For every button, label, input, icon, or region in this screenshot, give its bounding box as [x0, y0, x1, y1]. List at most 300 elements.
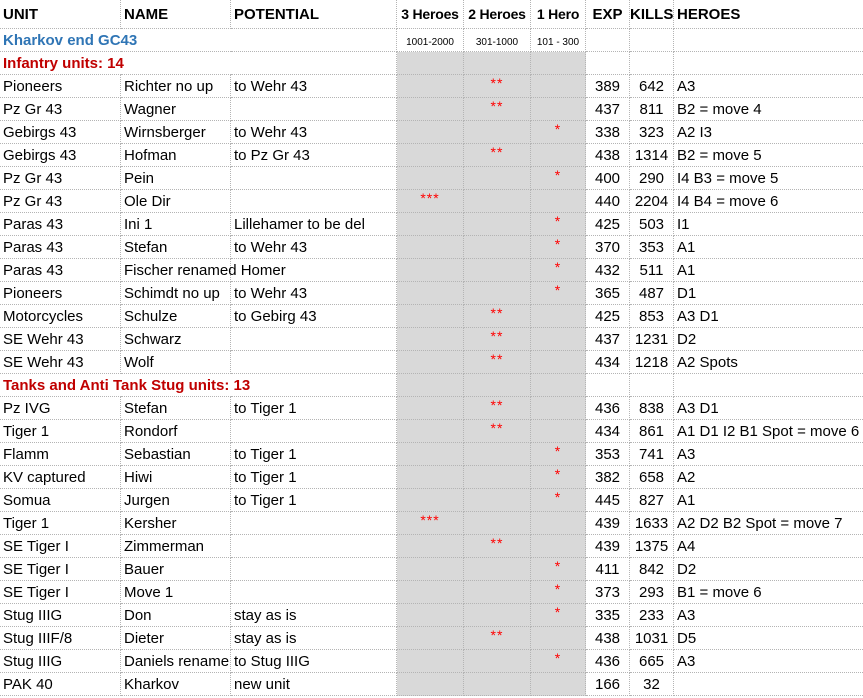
unit-cell[interactable]: Stug IIIG: [0, 650, 121, 673]
header-exp[interactable]: EXP: [586, 0, 630, 29]
cell-empty[interactable]: [674, 374, 863, 397]
unit-cell[interactable]: KV captured: [0, 466, 121, 489]
one-hero-cell[interactable]: [531, 75, 586, 98]
unit-cell[interactable]: Gebirgs 43: [0, 144, 121, 167]
unit-cell[interactable]: Paras 43: [0, 259, 121, 282]
range-1-hero-text: 101 - 300: [536, 37, 580, 48]
heroes-cell[interactable]: A2: [674, 466, 863, 489]
unit-cell[interactable]: Stug IIIF/8: [0, 627, 121, 650]
potential-cell[interactable]: [231, 167, 397, 190]
hero-stars: *: [554, 604, 562, 620]
one-hero-cell[interactable]: [531, 512, 586, 535]
section-label-cell[interactable]: [0, 52, 124, 75]
one-hero-cell[interactable]: [531, 581, 586, 604]
table-row: [0, 75, 863, 98]
kills-cell[interactable]: 1633: [630, 512, 674, 535]
kills-cell[interactable]: 811: [630, 98, 674, 121]
kills-cell[interactable]: 487: [630, 282, 674, 305]
table-row: [0, 535, 863, 558]
three-heroes-cell[interactable]: [397, 397, 464, 420]
table-row: [0, 167, 863, 190]
exp-cell[interactable]: 365: [586, 282, 630, 305]
header-2-heroes[interactable]: 2 Heroes: [464, 0, 531, 29]
two-heroes-cell[interactable]: [464, 213, 531, 236]
kills-cell[interactable]: 290: [630, 167, 674, 190]
heroes-cell[interactable]: A1: [674, 489, 863, 512]
potential-cell[interactable]: to Tiger 1: [231, 489, 397, 512]
cell-empty[interactable]: [121, 374, 231, 397]
hero-stars: **: [490, 535, 504, 551]
exp-cell[interactable]: 437: [586, 328, 630, 351]
exp-cell[interactable]: 434: [586, 420, 630, 443]
two-heroes-cell[interactable]: [464, 121, 531, 144]
potential-cell[interactable]: [231, 98, 397, 121]
one-hero-cell[interactable]: [531, 351, 586, 374]
sheet-title-cell[interactable]: [0, 29, 138, 52]
name-cell[interactable]: Sebastian: [121, 443, 231, 466]
heroes-cell[interactable]: I4 B3 = move 5: [674, 167, 863, 190]
one-hero-cell[interactable]: [531, 121, 586, 144]
unit-cell[interactable]: SE Tiger I: [0, 535, 121, 558]
unit-cell[interactable]: SE Tiger I: [0, 558, 121, 581]
hero-stars: *: [554, 167, 562, 183]
unit-cell[interactable]: Pioneers: [0, 75, 121, 98]
unit-cell[interactable]: SE Wehr 43: [0, 351, 121, 374]
three-heroes-cell[interactable]: [397, 489, 464, 512]
three-heroes-cell[interactable]: [397, 466, 464, 489]
heroes-cell[interactable]: A3 D1: [674, 397, 863, 420]
unit-cell[interactable]: Pz Gr 43: [0, 167, 121, 190]
table-row: [0, 466, 863, 489]
kills-cell[interactable]: 665: [630, 650, 674, 673]
exp-cell[interactable]: 438: [586, 144, 630, 167]
name-cell[interactable]: Zimmerman: [121, 535, 231, 558]
one-hero-cell[interactable]: [531, 190, 586, 213]
cell-empty[interactable]: [231, 52, 397, 75]
exp-cell[interactable]: 438: [586, 627, 630, 650]
name-cell[interactable]: Hiwi: [121, 466, 231, 489]
name-cell[interactable]: Move 1: [121, 581, 231, 604]
three-heroes-cell[interactable]: [397, 98, 464, 121]
unit-cell[interactable]: Pz Gr 43: [0, 98, 121, 121]
section-label-cell[interactable]: [0, 374, 251, 397]
unit-cell[interactable]: SE Wehr 43: [0, 328, 121, 351]
exp-cell[interactable]: 335: [586, 604, 630, 627]
potential-cell[interactable]: stay as is: [231, 604, 397, 627]
three-heroes-cell[interactable]: [397, 512, 464, 535]
two-heroes-cell[interactable]: [464, 604, 531, 627]
three-heroes-cell[interactable]: [397, 558, 464, 581]
three-heroes-cell[interactable]: [397, 581, 464, 604]
kills-cell[interactable]: 1314: [630, 144, 674, 167]
unit-cell[interactable]: Gebirgs 43: [0, 121, 121, 144]
header-potential[interactable]: POTENTIAL: [231, 0, 397, 29]
three-heroes-cell[interactable]: [397, 443, 464, 466]
kills-cell[interactable]: 233: [630, 604, 674, 627]
three-heroes-cell[interactable]: [397, 282, 464, 305]
one-hero-cell[interactable]: [531, 466, 586, 489]
potential-cell[interactable]: [231, 420, 397, 443]
potential-cell[interactable]: to Wehr 43: [231, 121, 397, 144]
name-cell[interactable]: Kharkov: [121, 673, 231, 696]
potential-cell[interactable]: to Stug IIIG: [231, 650, 397, 673]
two-heroes-cell[interactable]: [464, 75, 531, 98]
three-heroes-cell[interactable]: [397, 190, 464, 213]
one-hero-cell[interactable]: [531, 489, 586, 512]
cell-empty[interactable]: [586, 29, 630, 52]
two-heroes-cell[interactable]: [464, 420, 531, 443]
header-heroes[interactable]: HEROES: [674, 0, 863, 29]
potential-cell[interactable]: to Tiger 1: [231, 397, 397, 420]
exp-cell[interactable]: 432: [586, 259, 630, 282]
potential-cell[interactable]: to Tiger 1: [231, 443, 397, 466]
three-heroes-cell[interactable]: [397, 328, 464, 351]
unit-cell[interactable]: Paras 43: [0, 236, 121, 259]
one-hero-cell[interactable]: [531, 213, 586, 236]
cell-shaded[interactable]: [531, 52, 586, 75]
kills-cell[interactable]: 838: [630, 397, 674, 420]
potential-cell[interactable]: Lillehamer to be del: [231, 213, 397, 236]
heroes-cell[interactable]: B1 = move 6: [674, 581, 863, 604]
cell-empty[interactable]: [674, 29, 863, 52]
one-hero-cell[interactable]: [531, 627, 586, 650]
three-heroes-cell[interactable]: [397, 213, 464, 236]
potential-cell[interactable]: [231, 190, 397, 213]
two-heroes-cell[interactable]: [464, 190, 531, 213]
potential-cell[interactable]: new unit: [231, 673, 397, 696]
potential-cell[interactable]: [231, 259, 397, 282]
cell-empty[interactable]: [674, 52, 863, 75]
cell-shaded[interactable]: [397, 52, 464, 75]
three-heroes-cell[interactable]: [397, 420, 464, 443]
table-row: [0, 259, 863, 282]
name-cell[interactable]: Kersher: [121, 512, 231, 535]
kills-cell[interactable]: 1218: [630, 351, 674, 374]
section-row: [0, 52, 863, 75]
one-hero-cell[interactable]: [531, 282, 586, 305]
two-heroes-cell[interactable]: [464, 305, 531, 328]
table-row: [0, 512, 863, 535]
exp-cell[interactable]: 411: [586, 558, 630, 581]
potential-cell[interactable]: to Tiger 1: [231, 466, 397, 489]
three-heroes-cell[interactable]: [397, 305, 464, 328]
cell-shaded[interactable]: [397, 374, 464, 397]
kills-cell[interactable]: 323: [630, 121, 674, 144]
exp-cell[interactable]: 338: [586, 121, 630, 144]
range-3-heroes[interactable]: [397, 29, 464, 52]
exp-cell[interactable]: 434: [586, 351, 630, 374]
two-heroes-cell[interactable]: [464, 535, 531, 558]
name-cell[interactable]: Dieter: [121, 627, 231, 650]
cell-empty[interactable]: [586, 52, 630, 75]
range-1-hero[interactable]: [531, 29, 586, 52]
name-cell[interactable]: Fischer renamed Homer: [121, 259, 231, 282]
potential-cell[interactable]: to Wehr 43: [231, 75, 397, 98]
header-name[interactable]: NAME: [121, 0, 231, 29]
cell-empty[interactable]: [231, 29, 397, 52]
table-row: [0, 144, 863, 167]
one-hero-cell[interactable]: [531, 420, 586, 443]
hero-stars: ***: [420, 190, 440, 206]
heroes-cell[interactable]: D2: [674, 558, 863, 581]
three-heroes-cell[interactable]: [397, 259, 464, 282]
potential-cell[interactable]: [231, 328, 397, 351]
unit-cell[interactable]: Stug IIIG: [0, 604, 121, 627]
unit-cell[interactable]: Tiger 1: [0, 512, 121, 535]
exp-cell[interactable]: 425: [586, 305, 630, 328]
one-hero-cell[interactable]: [531, 673, 586, 696]
exp-cell[interactable]: 353: [586, 443, 630, 466]
name-cell[interactable]: Pein: [121, 167, 231, 190]
two-heroes-cell[interactable]: [464, 98, 531, 121]
kills-cell[interactable]: 658: [630, 466, 674, 489]
potential-cell[interactable]: stay as is: [231, 627, 397, 650]
kills-cell[interactable]: 32: [630, 673, 674, 696]
unit-cell[interactable]: Pioneers: [0, 282, 121, 305]
exp-cell[interactable]: 439: [586, 512, 630, 535]
heroes-cell[interactable]: A3 D1: [674, 305, 863, 328]
kills-cell[interactable]: 2204: [630, 190, 674, 213]
exp-cell[interactable]: 382: [586, 466, 630, 489]
one-hero-cell[interactable]: [531, 305, 586, 328]
one-hero-cell[interactable]: [531, 236, 586, 259]
table-row: [0, 351, 863, 374]
header-kills[interactable]: KILLS: [630, 0, 674, 29]
one-hero-cell[interactable]: [531, 558, 586, 581]
kills-cell[interactable]: 1375: [630, 535, 674, 558]
kills-cell[interactable]: 741: [630, 443, 674, 466]
kills-cell[interactable]: 642: [630, 75, 674, 98]
table-row: [0, 190, 863, 213]
two-heroes-cell[interactable]: [464, 144, 531, 167]
three-heroes-cell[interactable]: [397, 627, 464, 650]
exp-cell[interactable]: 445: [586, 489, 630, 512]
two-heroes-cell[interactable]: [464, 650, 531, 673]
two-heroes-cell[interactable]: [464, 282, 531, 305]
heroes-cell[interactable]: A2 D2 B2 Spot = move 7: [674, 512, 863, 535]
name-cell[interactable]: Schulze: [121, 305, 231, 328]
heroes-cell[interactable]: A2 Spots: [674, 351, 863, 374]
exp-cell[interactable]: 370: [586, 236, 630, 259]
two-heroes-cell[interactable]: [464, 673, 531, 696]
potential-cell[interactable]: [231, 351, 397, 374]
kills-cell[interactable]: 503: [630, 213, 674, 236]
name-cell[interactable]: Bauer: [121, 558, 231, 581]
potential-cell[interactable]: to Wehr 43: [231, 236, 397, 259]
heroes-cell[interactable]: A4: [674, 535, 863, 558]
header-3-heroes[interactable]: 3 Heroes: [397, 0, 464, 29]
two-heroes-cell[interactable]: [464, 236, 531, 259]
one-hero-cell[interactable]: [531, 535, 586, 558]
table-row: [0, 121, 863, 144]
three-heroes-cell[interactable]: [397, 167, 464, 190]
unit-cell[interactable]: PAK 40: [0, 673, 121, 696]
two-heroes-cell[interactable]: [464, 259, 531, 282]
three-heroes-cell[interactable]: [397, 144, 464, 167]
heroes-cell[interactable]: A1 D1 I2 B1 Spot = move 6: [674, 420, 863, 443]
kills-cell[interactable]: 853: [630, 305, 674, 328]
cell-shaded[interactable]: [464, 374, 531, 397]
heroes-cell[interactable]: A3: [674, 650, 863, 673]
exp-cell[interactable]: 400: [586, 167, 630, 190]
kills-cell[interactable]: 861: [630, 420, 674, 443]
heroes-cell[interactable]: B2 = move 5: [674, 144, 863, 167]
kills-cell[interactable]: 827: [630, 489, 674, 512]
exp-cell[interactable]: 425: [586, 213, 630, 236]
exp-cell[interactable]: 440: [586, 190, 630, 213]
kills-cell[interactable]: 353: [630, 236, 674, 259]
cell-empty[interactable]: [630, 374, 674, 397]
name-cell[interactable]: Daniels rename: [121, 650, 231, 673]
unit-cell[interactable]: Motorcycles: [0, 305, 121, 328]
name-cell[interactable]: Ole Dir: [121, 190, 231, 213]
two-heroes-cell[interactable]: [464, 627, 531, 650]
exp-cell[interactable]: 436: [586, 397, 630, 420]
two-heroes-cell[interactable]: [464, 328, 531, 351]
heroes-cell[interactable]: I4 B4 = move 6: [674, 190, 863, 213]
heroes-cell[interactable]: A1: [674, 259, 863, 282]
header-1-hero[interactable]: 1 Hero: [531, 0, 586, 29]
unit-cell[interactable]: Pz IVG: [0, 397, 121, 420]
cell-empty[interactable]: [231, 374, 397, 397]
unit-cell[interactable]: Paras 43: [0, 213, 121, 236]
one-hero-cell[interactable]: [531, 167, 586, 190]
hero-stars: **: [490, 420, 504, 436]
name-cell[interactable]: Ini 1: [121, 213, 231, 236]
name-cell[interactable]: Rondorf: [121, 420, 231, 443]
exp-cell[interactable]: 373: [586, 581, 630, 604]
one-hero-cell[interactable]: [531, 328, 586, 351]
hero-stars: **: [490, 75, 504, 91]
name-cell[interactable]: Schwarz: [121, 328, 231, 351]
potential-cell[interactable]: [231, 512, 397, 535]
unit-cell[interactable]: SE Tiger I: [0, 581, 121, 604]
two-heroes-cell[interactable]: [464, 489, 531, 512]
one-hero-cell[interactable]: [531, 604, 586, 627]
one-hero-cell[interactable]: [531, 98, 586, 121]
unit-cell[interactable]: Flamm: [0, 443, 121, 466]
table-row: [0, 650, 863, 673]
potential-cell[interactable]: [231, 535, 397, 558]
potential-cell[interactable]: to Wehr 43: [231, 282, 397, 305]
exp-cell[interactable]: 439: [586, 535, 630, 558]
unit-cell[interactable]: Pz Gr 43: [0, 190, 121, 213]
heroes-cell[interactable]: A2 I3: [674, 121, 863, 144]
cell-empty[interactable]: [630, 52, 674, 75]
range-2-heroes[interactable]: [464, 29, 531, 52]
potential-cell[interactable]: to Gebirg 43: [231, 305, 397, 328]
heroes-cell[interactable]: A3: [674, 75, 863, 98]
three-heroes-cell[interactable]: [397, 650, 464, 673]
cell-shaded[interactable]: [531, 374, 586, 397]
one-hero-cell[interactable]: [531, 443, 586, 466]
heroes-cell[interactable]: D2: [674, 328, 863, 351]
hero-stars: **: [490, 627, 504, 643]
two-heroes-cell[interactable]: [464, 397, 531, 420]
two-heroes-cell[interactable]: [464, 466, 531, 489]
hero-stars: **: [490, 397, 504, 413]
kills-cell[interactable]: 1031: [630, 627, 674, 650]
two-heroes-cell[interactable]: [464, 581, 531, 604]
hero-stars: *: [554, 650, 562, 666]
two-heroes-cell[interactable]: [464, 443, 531, 466]
potential-cell[interactable]: [231, 558, 397, 581]
name-cell[interactable]: Don: [121, 604, 231, 627]
exp-cell[interactable]: 389: [586, 75, 630, 98]
heroes-cell[interactable]: D1: [674, 282, 863, 305]
one-hero-cell[interactable]: [531, 650, 586, 673]
header-unit[interactable]: UNIT: [0, 0, 121, 29]
cell-shaded[interactable]: [464, 52, 531, 75]
heroes-cell[interactable]: A1: [674, 236, 863, 259]
exp-cell[interactable]: 166: [586, 673, 630, 696]
potential-cell[interactable]: [231, 581, 397, 604]
three-heroes-cell[interactable]: [397, 604, 464, 627]
hero-stars: *: [554, 236, 562, 252]
three-heroes-cell[interactable]: [397, 535, 464, 558]
two-heroes-cell[interactable]: [464, 167, 531, 190]
unit-cell[interactable]: Somua: [0, 489, 121, 512]
heroes-cell[interactable]: A3: [674, 443, 863, 466]
three-heroes-cell[interactable]: [397, 75, 464, 98]
table-row: [0, 581, 863, 604]
cell-empty[interactable]: [121, 29, 231, 52]
hero-stars: *: [554, 489, 562, 505]
three-heroes-cell[interactable]: [397, 121, 464, 144]
table-row: [0, 282, 863, 305]
table-row: [0, 489, 863, 512]
table-row: [0, 558, 863, 581]
one-hero-cell[interactable]: [531, 259, 586, 282]
kills-cell[interactable]: 293: [630, 581, 674, 604]
name-cell[interactable]: Wolf: [121, 351, 231, 374]
name-cell[interactable]: Hofman: [121, 144, 231, 167]
name-cell[interactable]: Stefan: [121, 397, 231, 420]
three-heroes-cell[interactable]: [397, 236, 464, 259]
kills-cell[interactable]: 1231: [630, 328, 674, 351]
heroes-cell[interactable]: [674, 673, 863, 696]
name-cell[interactable]: Schimdt no up: [121, 282, 231, 305]
exp-cell[interactable]: 436: [586, 650, 630, 673]
potential-cell[interactable]: to Pz Gr 43: [231, 144, 397, 167]
name-cell[interactable]: Stefan: [121, 236, 231, 259]
kills-cell[interactable]: 511: [630, 259, 674, 282]
unit-cell[interactable]: Tiger 1: [0, 420, 121, 443]
heroes-cell[interactable]: B2 = move 4: [674, 98, 863, 121]
heroes-cell[interactable]: D5: [674, 627, 863, 650]
name-cell[interactable]: Wagner: [121, 98, 231, 121]
one-hero-cell[interactable]: [531, 397, 586, 420]
hero-stars: **: [490, 98, 504, 114]
exp-cell[interactable]: 437: [586, 98, 630, 121]
heroes-cell[interactable]: I1: [674, 213, 863, 236]
three-heroes-cell[interactable]: [397, 351, 464, 374]
name-cell[interactable]: Jurgen: [121, 489, 231, 512]
kills-cell[interactable]: 842: [630, 558, 674, 581]
cell-empty[interactable]: [586, 374, 630, 397]
one-hero-cell[interactable]: [531, 144, 586, 167]
cell-empty[interactable]: [630, 29, 674, 52]
cell-empty[interactable]: [121, 52, 231, 75]
name-cell[interactable]: Wirnsberger: [121, 121, 231, 144]
two-heroes-cell[interactable]: [464, 558, 531, 581]
name-cell[interactable]: Richter no up: [121, 75, 231, 98]
three-heroes-cell[interactable]: [397, 673, 464, 696]
two-heroes-cell[interactable]: [464, 351, 531, 374]
section-label: Tanks and Anti Tank Stug units: 13: [3, 377, 251, 394]
two-heroes-cell[interactable]: [464, 512, 531, 535]
heroes-cell[interactable]: A3: [674, 604, 863, 627]
